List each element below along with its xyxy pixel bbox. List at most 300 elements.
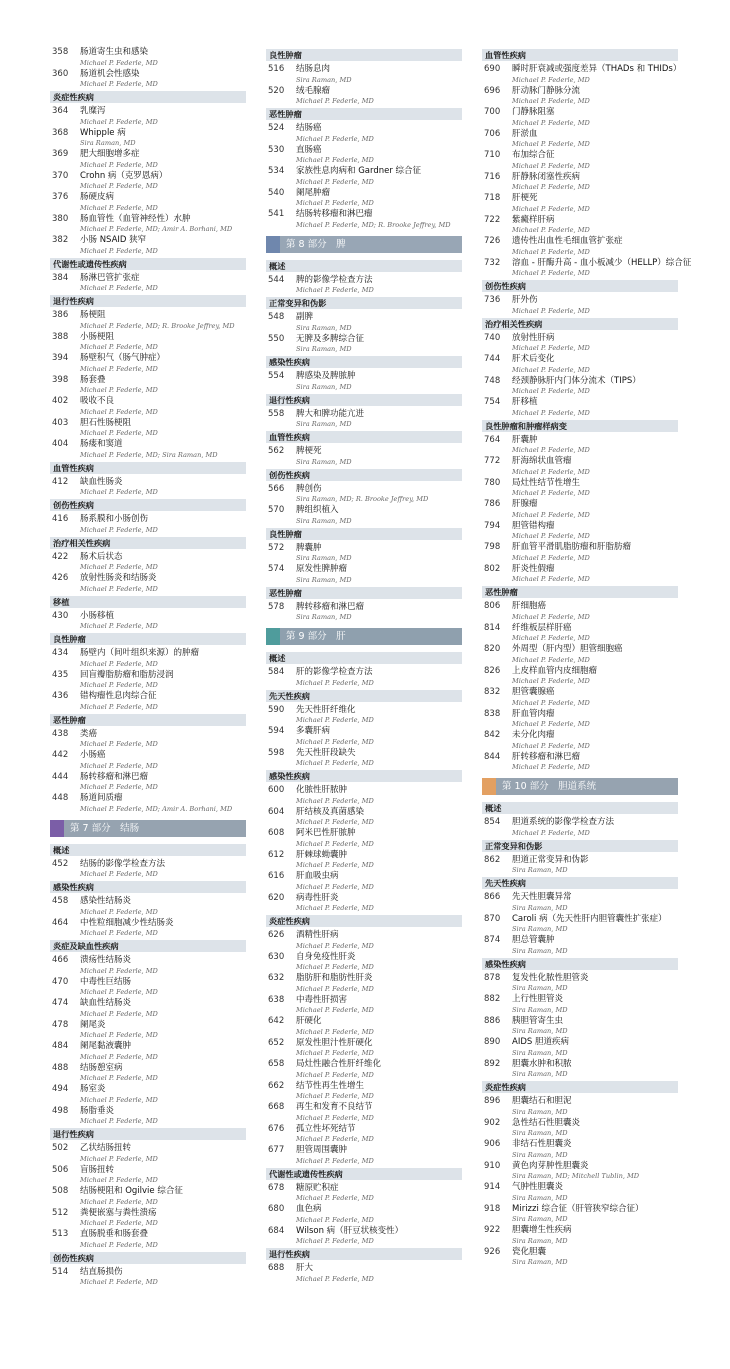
- chapter-author: Michael P. Federle, MD: [512, 306, 590, 315]
- chapter-title: 回盲瓣脂肪瘤和脂肪浸润: [80, 669, 174, 680]
- chapter-title: 肝动脉门静脉分流: [512, 85, 581, 96]
- page-number: 360: [52, 68, 69, 79]
- toc-entry[interactable]: [482, 295, 678, 316]
- toc-entry[interactable]: [266, 446, 462, 467]
- toc-entry[interactable]: [266, 748, 462, 769]
- chapter-title: 多囊肝病: [296, 726, 331, 736]
- toc-entry[interactable]: [482, 1059, 678, 1080]
- page-number: 612: [268, 849, 285, 860]
- page-number: 412: [52, 476, 69, 487]
- chapter-title: 肠梗阻: [80, 310, 106, 320]
- chapter-author: Michael P. Federle, MD: [512, 387, 590, 395]
- toc-entry[interactable]: [266, 1226, 462, 1247]
- page-number: 600: [268, 785, 285, 795]
- toc-entry[interactable]: [482, 623, 678, 644]
- toc-entry[interactable]: [482, 1247, 678, 1268]
- toc-entry[interactable]: [482, 1016, 678, 1037]
- toc-entry[interactable]: [50, 396, 246, 417]
- chapter-title: 脾囊肿: [296, 542, 322, 553]
- chapter-author: Michael P. Federle, MD: [80, 870, 158, 878]
- toc-entry[interactable]: [482, 521, 678, 542]
- chapter-author: Sira Raman, MD: [296, 382, 352, 391]
- toc-entry[interactable]: [266, 726, 462, 747]
- chapter-author: Michael P. Federle, MD: [80, 343, 158, 351]
- toc-entry[interactable]: [266, 1016, 462, 1037]
- chapter-author: Michael P. Federle, MD: [296, 134, 374, 143]
- page-number: 502: [52, 1143, 69, 1153]
- toc-entry[interactable]: [482, 376, 678, 397]
- chapter-title: 肠硬皮病: [80, 192, 115, 202]
- chapter-author: Michael P. Federle, MD: [80, 907, 158, 916]
- toc-entry[interactable]: [50, 977, 246, 998]
- toc-entry[interactable]: [482, 354, 678, 375]
- page-number: 436: [52, 691, 69, 701]
- section-heading: 先天性疾病: [266, 690, 462, 702]
- toc-entry[interactable]: [482, 236, 678, 257]
- page-number: 878: [484, 972, 501, 983]
- section-heading: 创伤性疾病: [266, 469, 462, 481]
- page-number: 706: [484, 128, 501, 139]
- page-number: 478: [52, 1019, 69, 1030]
- toc-entry[interactable]: [50, 192, 246, 213]
- toc-entry[interactable]: [50, 772, 246, 793]
- chapter-author: Michael P. Federle, MD: [80, 1009, 158, 1018]
- toc-entry[interactable]: [266, 484, 462, 505]
- toc-entry[interactable]: [50, 611, 246, 632]
- toc-entry[interactable]: [266, 785, 462, 806]
- toc-entry[interactable]: [50, 896, 246, 917]
- page-number: 384: [52, 272, 69, 283]
- section-heading: 治疗相关性疾病: [50, 537, 246, 549]
- page-number: 772: [484, 456, 501, 466]
- toc-entry[interactable]: [50, 1020, 246, 1041]
- chapter-author: Sira Raman, MD: [512, 1027, 568, 1035]
- chapter-author: Sira Raman, MD: [512, 1048, 568, 1057]
- chapter-title: 肠转移瘤和淋巴瘤: [80, 771, 149, 782]
- toc-entry[interactable]: [266, 543, 462, 564]
- toc-entry[interactable]: [482, 1161, 678, 1182]
- toc-entry[interactable]: [50, 273, 246, 294]
- page-number: 806: [484, 601, 501, 611]
- chapter-author: Michael P. Federle, MD: [512, 532, 590, 540]
- chapter-title: 局灶性结节性增生: [512, 477, 581, 488]
- toc-entry[interactable]: [482, 687, 678, 708]
- toc-entry[interactable]: [482, 1118, 678, 1139]
- section-heading: 炎症及缺血性疾病: [50, 940, 246, 952]
- toc-entry[interactable]: [482, 215, 678, 236]
- toc-entry[interactable]: [482, 564, 678, 585]
- toc-entry[interactable]: [50, 1063, 246, 1084]
- page-number: 608: [268, 828, 285, 838]
- chapter-author: Michael P. Federle, MD: [512, 489, 590, 497]
- toc-entry[interactable]: [50, 47, 246, 68]
- chapter-title: 肠脂垂炎: [80, 1105, 115, 1116]
- chapter-author: Michael P. Federle, MD; Amir A. Borhani, MD: [80, 804, 233, 813]
- toc-entry[interactable]: [50, 573, 246, 594]
- chapter-author: Michael P. Federle, MD: [296, 177, 374, 186]
- page-number: 416: [52, 514, 69, 524]
- toc-entry[interactable]: [50, 214, 246, 235]
- toc-entry[interactable]: [266, 145, 462, 166]
- toc-entry[interactable]: [50, 235, 246, 256]
- chapter-title: 再生和发育不良结节: [296, 1102, 373, 1112]
- page-number: 506: [52, 1164, 69, 1175]
- toc-entry[interactable]: [50, 69, 246, 90]
- page-number: 540: [268, 187, 285, 198]
- chapter-title: 肝术后变化: [512, 354, 555, 364]
- toc-entry[interactable]: [50, 691, 246, 712]
- section-heading: 创伤性疾病: [50, 1252, 246, 1264]
- toc-entry[interactable]: [50, 171, 246, 192]
- toc-entry[interactable]: [482, 193, 678, 214]
- toc-entry[interactable]: [50, 859, 246, 880]
- toc-entry[interactable]: [266, 334, 462, 355]
- toc-entry[interactable]: [266, 893, 462, 914]
- toc-entry[interactable]: [50, 648, 246, 669]
- chapter-author: Michael P. Federle, MD: [296, 1135, 374, 1143]
- section-heading: 代谢性或遗传性疾病: [266, 1168, 462, 1180]
- page-number: 470: [52, 976, 69, 987]
- page-number: 688: [268, 1263, 285, 1273]
- chapter-author: Michael P. Federle, MD: [512, 612, 590, 621]
- toc-entry[interactable]: [482, 709, 678, 730]
- toc-entry[interactable]: [50, 375, 246, 396]
- toc-entry[interactable]: [482, 730, 678, 751]
- chapter-title: 肠室炎: [80, 1084, 106, 1094]
- toc-entry[interactable]: [50, 1143, 246, 1164]
- toc-entry[interactable]: [482, 1096, 678, 1117]
- toc-entry[interactable]: [482, 817, 678, 838]
- toc-entry[interactable]: [266, 1059, 462, 1080]
- page-number: 740: [484, 332, 501, 343]
- toc-entry[interactable]: [482, 666, 678, 687]
- chapter-title: 先天性肝纤维化: [296, 704, 356, 715]
- section-heading: 创伤性疾病: [50, 499, 246, 511]
- toc-entry[interactable]: [482, 257, 692, 279]
- chapter-title: 自身免疫性肝炎: [296, 951, 356, 962]
- chapter-author: Michael P. Federle, MD: [296, 941, 374, 950]
- chapter-title: 原发性脾肿瘤: [296, 564, 348, 574]
- page-number: 902: [484, 1117, 501, 1128]
- toc-entry[interactable]: [50, 514, 246, 535]
- toc-entry[interactable]: [266, 1081, 462, 1102]
- chapter-title: 结肠癌: [296, 123, 322, 133]
- page-number: 832: [484, 687, 501, 697]
- chapter-title: 胆囊水肿和积脓: [512, 1058, 572, 1069]
- page-number: 574: [268, 564, 285, 574]
- page-number: 541: [268, 209, 285, 219]
- toc-entry[interactable]: [266, 166, 462, 187]
- chapter-title: 脾组织植入: [296, 505, 339, 515]
- page-number: 874: [484, 935, 501, 945]
- toc-entry[interactable]: [50, 750, 246, 771]
- toc-entry[interactable]: [266, 1183, 462, 1204]
- toc-entry[interactable]: [50, 418, 246, 439]
- toc-entry[interactable]: [482, 601, 678, 622]
- chapter-author: Michael P. Federle, MD: [512, 655, 590, 664]
- chapter-title: 肝梗死: [512, 193, 538, 203]
- page-number: 448: [52, 793, 69, 803]
- toc-entry[interactable]: [50, 1165, 246, 1186]
- toc-entry[interactable]: [266, 409, 462, 430]
- toc-entry[interactable]: [482, 397, 678, 418]
- toc-entry[interactable]: [266, 973, 462, 994]
- toc-entry[interactable]: [266, 1263, 462, 1284]
- chapter-author: Michael P. Federle, MD; Sira Raman, MD: [80, 450, 218, 459]
- chapter-author: Michael P. Federle, MD: [80, 929, 158, 937]
- page-number: 466: [52, 955, 69, 965]
- chapter-author: Michael P. Federle, MD: [512, 741, 590, 750]
- toc-entry[interactable]: [50, 793, 246, 814]
- page-number: 718: [484, 193, 501, 203]
- section-heading: 先天性疾病: [482, 877, 678, 889]
- toc-entry[interactable]: [50, 1229, 246, 1250]
- toc-entry[interactable]: [482, 914, 678, 935]
- chapter-title: 结节性再生性增生: [296, 1080, 365, 1091]
- page-number: 530: [268, 144, 285, 155]
- toc-entry[interactable]: [482, 1204, 678, 1225]
- toc-entry[interactable]: [482, 456, 678, 477]
- page-number: 862: [484, 854, 501, 865]
- page-number: 642: [268, 1016, 285, 1026]
- chapter-author: Michael P. Federle, MD: [80, 80, 158, 88]
- toc-entry[interactable]: [482, 129, 678, 150]
- toc-entry[interactable]: [482, 107, 678, 128]
- toc-entry[interactable]: [266, 86, 462, 107]
- toc-entry[interactable]: [482, 172, 678, 193]
- toc-entry[interactable]: [266, 807, 462, 828]
- section-heading: 血管性疾病: [482, 49, 678, 61]
- toc-entry[interactable]: [50, 1106, 246, 1127]
- chapter-title: 感染性结肠炎: [80, 896, 132, 906]
- toc-entry[interactable]: [266, 1124, 462, 1145]
- toc-entry[interactable]: [50, 1084, 246, 1105]
- toc-entry[interactable]: [50, 128, 246, 149]
- chapter-title: 纤维板层样肝癌: [512, 622, 572, 633]
- page-number: 488: [52, 1062, 69, 1073]
- chapter-title: 胆道系统的影像学检查方法: [512, 817, 615, 827]
- chapter-title: 放射性肝病: [512, 332, 555, 343]
- toc-entry[interactable]: [482, 150, 678, 171]
- toc-entry[interactable]: [50, 332, 246, 353]
- toc-entry[interactable]: [266, 871, 462, 892]
- toc-entry[interactable]: [482, 435, 678, 456]
- chapter-title: 直肠脱垂和肠套叠: [80, 1229, 149, 1239]
- toc-entry[interactable]: [266, 564, 462, 585]
- chapter-title: 结肠息肉: [296, 64, 331, 74]
- section-heading: 恶性肿瘤: [266, 587, 462, 599]
- toc-entry[interactable]: [266, 667, 462, 688]
- page-number: 604: [268, 806, 285, 817]
- chapter-author: Michael P. Federle, MD: [80, 386, 158, 394]
- toc-entry[interactable]: [482, 752, 678, 773]
- toc-entry[interactable]: [266, 995, 462, 1016]
- chapter-title: 原发性胆汁性肝硬化: [296, 1037, 373, 1048]
- section-heading: 血管性疾病: [50, 462, 246, 474]
- toc-entry[interactable]: [50, 106, 246, 127]
- chapter-title: 脾感染及脾脓肿: [296, 371, 356, 381]
- chapter-title: 乙状结肠扭转: [80, 1143, 132, 1153]
- toc-entry[interactable]: [266, 64, 462, 85]
- page-number: 814: [484, 622, 501, 633]
- chapter-title: 肠道机会性感染: [80, 68, 140, 79]
- toc-entry[interactable]: [482, 973, 678, 994]
- toc-entry[interactable]: [266, 930, 462, 951]
- toc-entry[interactable]: [50, 955, 246, 976]
- page-number: 630: [268, 951, 285, 962]
- chapter-title: 错构瘤性息肉综合征: [80, 691, 157, 701]
- chapter-title: 肝静脉闭塞性疾病: [512, 171, 581, 182]
- chapter-title: Mirizzi 综合征（肝管狭窄综合征）: [512, 1203, 644, 1214]
- chapter-title: 肝大: [296, 1263, 314, 1273]
- part-banner: [482, 778, 678, 795]
- section-heading: 移植: [50, 596, 246, 608]
- chapter-author: Sira Raman, MD: [512, 866, 568, 874]
- chapter-title: 胰胆管寄生虫: [512, 1015, 564, 1026]
- toc-entry[interactable]: [482, 855, 678, 876]
- toc-entry[interactable]: [266, 123, 462, 144]
- page-number: 786: [484, 499, 501, 509]
- chapter-title: 肠壁内（间叶组织来源）的肿瘤: [80, 648, 200, 658]
- chapter-title: 肝血吸虫病: [296, 871, 339, 881]
- chapter-title: 胆总管囊肿: [512, 935, 555, 945]
- toc-entry[interactable]: [50, 353, 246, 374]
- chapter-author: Michael P. Federle, MD: [512, 467, 590, 476]
- chapter-author: Michael P. Federle, MD: [80, 525, 158, 534]
- chapter-title: 结肠转移瘤和淋巴瘤: [296, 209, 373, 219]
- toc-entry[interactable]: [482, 542, 678, 563]
- page-number: 598: [268, 747, 285, 758]
- chapter-author: Michael P. Federle, MD: [512, 575, 590, 583]
- chapter-title: 结直肠损伤: [80, 1266, 123, 1277]
- part-banner: [266, 628, 462, 645]
- chapter-author: Michael P. Federle, MD: [296, 1092, 374, 1100]
- toc-entry[interactable]: [482, 1182, 678, 1203]
- toc-entry[interactable]: [50, 439, 246, 460]
- toc-entry[interactable]: [266, 1145, 462, 1166]
- chapter-title: 缺血性肠炎: [80, 476, 123, 487]
- toc-entry[interactable]: [266, 371, 462, 392]
- toc-entry[interactable]: [266, 188, 462, 209]
- toc-entry[interactable]: [266, 1204, 462, 1225]
- chapter-title: 小肠移植: [80, 610, 115, 621]
- toc-entry[interactable]: [482, 644, 678, 665]
- section-heading: 良性肿瘤和肿瘤样病变: [482, 420, 678, 432]
- chapter-title: 缺血性结肠炎: [80, 998, 132, 1008]
- chapter-author: Sira Raman, MD: [512, 903, 568, 912]
- toc-entry[interactable]: [482, 333, 678, 354]
- toc-entry[interactable]: [482, 86, 678, 107]
- toc-entry[interactable]: [482, 499, 678, 520]
- chapter-author: Michael P. Federle, MD: [296, 1215, 374, 1224]
- chapter-author: Sira Raman, MD: [512, 1215, 568, 1223]
- chapter-author: Sira Raman, MD: [512, 984, 568, 992]
- toc-entry[interactable]: [482, 64, 682, 85]
- toc-entry[interactable]: [266, 952, 462, 973]
- toc-entry[interactable]: [482, 1139, 678, 1160]
- toc-entry[interactable]: [50, 149, 246, 170]
- page-number: 442: [52, 750, 69, 760]
- chapter-author: Michael P. Federle, MD: [296, 156, 374, 164]
- chapter-title: 粪便嵌塞与粪性溃疡: [80, 1207, 157, 1218]
- toc-entry[interactable]: [266, 1102, 462, 1123]
- toc-entry[interactable]: [50, 998, 246, 1019]
- toc-entry[interactable]: [266, 705, 462, 726]
- page-number: 826: [484, 665, 501, 676]
- toc-entry[interactable]: [50, 1186, 246, 1207]
- page-number: 380: [52, 213, 69, 224]
- chapter-author: Michael P. Federle, MD: [80, 584, 158, 593]
- chapter-title: 遗传性出血性毛细血管扩张症: [512, 236, 623, 246]
- page-number: 748: [484, 375, 501, 386]
- toc-entry[interactable]: [50, 1041, 246, 1062]
- toc-entry[interactable]: [266, 850, 462, 871]
- chapter-title: 血色病: [296, 1204, 322, 1214]
- page-number: 922: [484, 1225, 501, 1235]
- toc-entry[interactable]: [482, 1225, 678, 1246]
- toc-entry[interactable]: [482, 935, 678, 956]
- chapter-author: Michael P. Federle, MD: [80, 203, 158, 212]
- chapter-title: 结肠的影像学检查方法: [80, 858, 166, 869]
- toc-entry[interactable]: [50, 729, 246, 750]
- toc-entry[interactable]: [482, 1037, 678, 1058]
- toc-entry[interactable]: [266, 1038, 462, 1059]
- toc-entry[interactable]: [482, 478, 678, 499]
- chapter-author: Michael P. Federle, MD: [80, 988, 158, 996]
- toc-entry[interactable]: [50, 552, 246, 573]
- chapter-author: Michael P. Federle, MD: [296, 882, 374, 891]
- page-number: 520: [268, 85, 285, 96]
- chapter-title: 小肠 NSAID 狭窄: [80, 235, 147, 245]
- page-number: 918: [484, 1203, 501, 1214]
- page-number: 882: [484, 994, 501, 1004]
- toc-entry[interactable]: [266, 275, 462, 296]
- section-heading: 恶性肿瘤: [266, 108, 462, 120]
- part-color-tab: [266, 236, 280, 253]
- chapter-author: Michael P. Federle, MD: [512, 344, 590, 352]
- toc-entry[interactable]: [266, 312, 462, 333]
- page-number: 722: [484, 214, 501, 225]
- chapter-author: Michael P. Federle, MD: [296, 818, 374, 826]
- toc-entry[interactable]: [482, 994, 678, 1015]
- page-number: 566: [268, 483, 285, 494]
- page-number: 562: [268, 446, 285, 456]
- toc-entry[interactable]: [266, 602, 462, 623]
- chapter-author: Michael P. Federle, MD: [80, 246, 158, 255]
- toc-entry[interactable]: [266, 505, 462, 526]
- toc-entry[interactable]: [50, 670, 246, 691]
- chapter-author: Michael P. Federle, MD: [296, 199, 374, 207]
- toc-entry[interactable]: [50, 1267, 246, 1288]
- toc-entry[interactable]: [482, 892, 678, 913]
- page-number: 838: [484, 708, 501, 719]
- toc-entry[interactable]: [50, 1208, 246, 1229]
- toc-entry[interactable]: [266, 209, 462, 230]
- toc-entry[interactable]: [266, 828, 462, 849]
- chapter-title: 肝结核及真菌感染: [296, 806, 365, 817]
- chapter-title: 经颈静脉肝内门体分流术（TIPS）: [512, 375, 641, 386]
- chapter-title: Wilson 病（肝豆状核变性）: [296, 1225, 404, 1236]
- toc-entry[interactable]: [50, 310, 246, 331]
- chapter-author: Michael P. Federle, MD; Amir A. Borhani, MD: [80, 225, 233, 233]
- chapter-title: 吸收不良: [80, 396, 115, 406]
- toc-entry[interactable]: [50, 918, 246, 939]
- page-number: 516: [268, 64, 285, 74]
- chapter-title: 胆管囊腺癌: [512, 687, 555, 697]
- toc-entry[interactable]: [50, 477, 246, 498]
- chapter-author: Michael P. Federle, MD: [296, 1006, 374, 1014]
- page-number: 570: [268, 505, 285, 515]
